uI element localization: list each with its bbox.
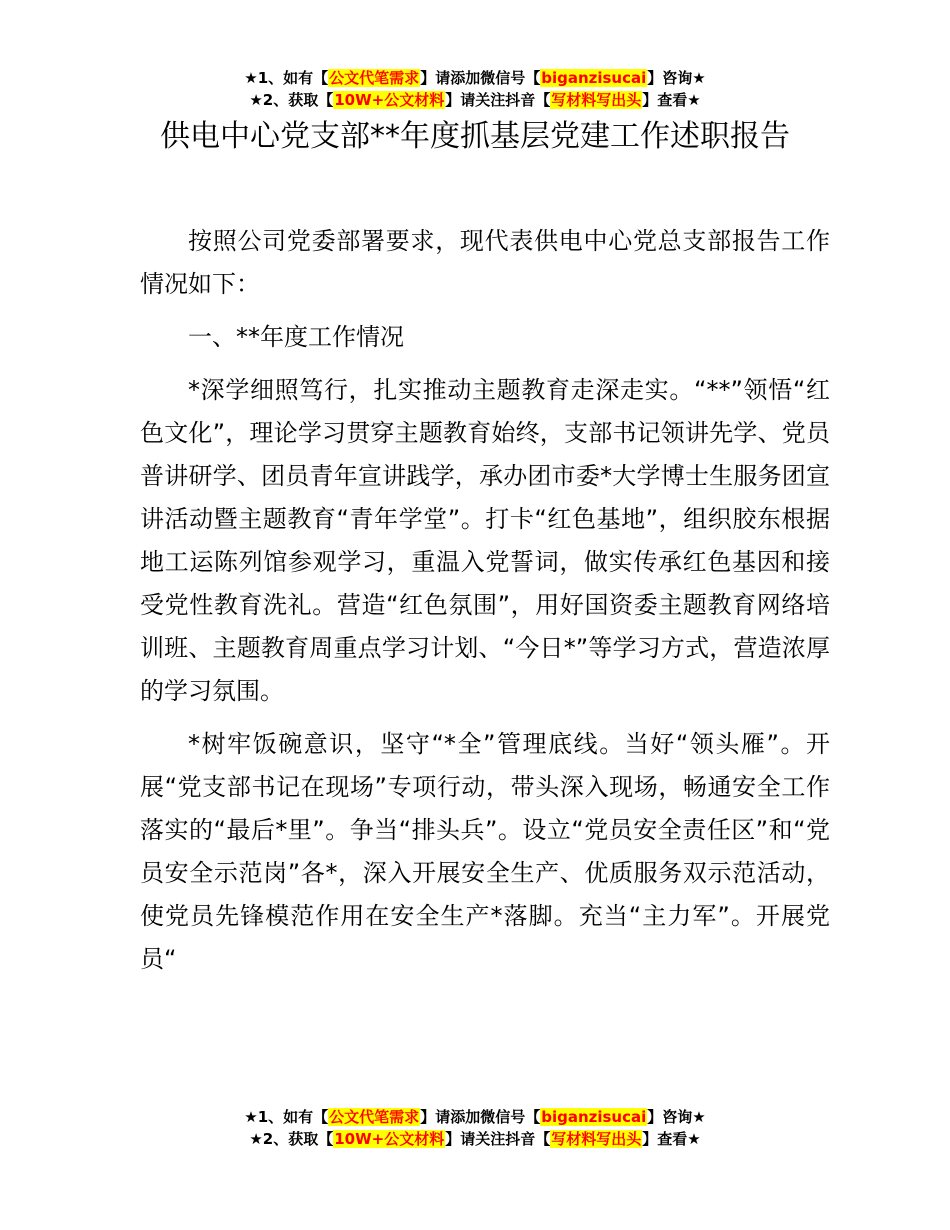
banner-text: ★1、如有【 [244, 69, 329, 87]
document-title: 供电中心党支部**年度抓基层党建工作述职报告 [160, 119, 790, 154]
intro-paragraph: 按照公司党委部署要求，现代表供电中心党总支部报告工作情况如下： [140, 227, 830, 298]
banner-text: 】请关注抖音【 [445, 1130, 551, 1148]
body-paragraph: *树牢饭碗意识，坚守“*全”管理底线。当好“领头雁”。开展“党支部书记在现场”专项行动，带头深入现场，畅通安全工作落实的“最后*里”。争当“排头兵”。设立“党员安全责任区”和“党员安全示范岗”各*，深入开展安全生产、优质服务双示范活动，使党员先锋模范作用在安全生产*落脚。充当“主力军”。开展党员“ [140, 730, 830, 973]
banner-text: ★2、获取【 [249, 1130, 334, 1148]
top-banner [0, 67, 950, 111]
section-heading: 一、**年度工作情况 [188, 323, 404, 351]
banner-line-2 [0, 1128, 950, 1150]
banner-text: 】请添加微信号【 [420, 69, 541, 87]
banner-highlight: 10W+公文材料 [334, 91, 445, 109]
banner-line-1 [0, 1106, 950, 1128]
banner-text: 】咨询★ [647, 69, 706, 87]
banner-line-1 [0, 67, 950, 89]
banner-text: 】请添加微信号【 [420, 1108, 541, 1126]
banner-text: 】请关注抖音【 [445, 91, 551, 109]
douyin-id-highlight: 写材料写出头 [551, 91, 642, 109]
banner-text: ★2、获取【 [249, 91, 334, 109]
wechat-id-highlight: biganzisucai [541, 1108, 647, 1126]
body-paragraph: *深学细照笃行，扎实推动主题教育走深走实。“**”领悟“红色文化”，理论学习贯穿主题教育始终，支部书记领讲先学、党员普讲研学、团员青年宣讲践学，承办团市委*大学博士生服务团宣讲活动暨主题教育“青年学堂”。打卡“红色基地”，组织胶东根据地工运陈列馆参观学习，重温入党誓词，做实传承红色基因和接受党性教育洗礼。营造“红色氛围”，用好国资委主题教育网络培训班、主题教育周重点学习计划、“今日*”等学习方式，营造浓厚的学习氛围。 [140, 376, 830, 705]
document-body [140, 220, 830, 991]
banner-highlight: 10W+公文材料 [334, 1130, 445, 1148]
banner-text: 】咨询★ [647, 1108, 706, 1126]
banner-text: 】查看★ [642, 1130, 701, 1148]
bottom-banner [0, 1106, 950, 1150]
banner-text: ★1、如有【 [244, 1108, 329, 1126]
banner-highlight: 公文代笔需求 [329, 1108, 420, 1126]
douyin-id-highlight: 写材料写出头 [551, 1130, 642, 1148]
banner-text: 】查看★ [642, 91, 701, 109]
banner-line-2 [0, 89, 950, 111]
wechat-id-highlight: biganzisucai [541, 69, 647, 87]
banner-highlight: 公文代笔需求 [329, 69, 420, 87]
